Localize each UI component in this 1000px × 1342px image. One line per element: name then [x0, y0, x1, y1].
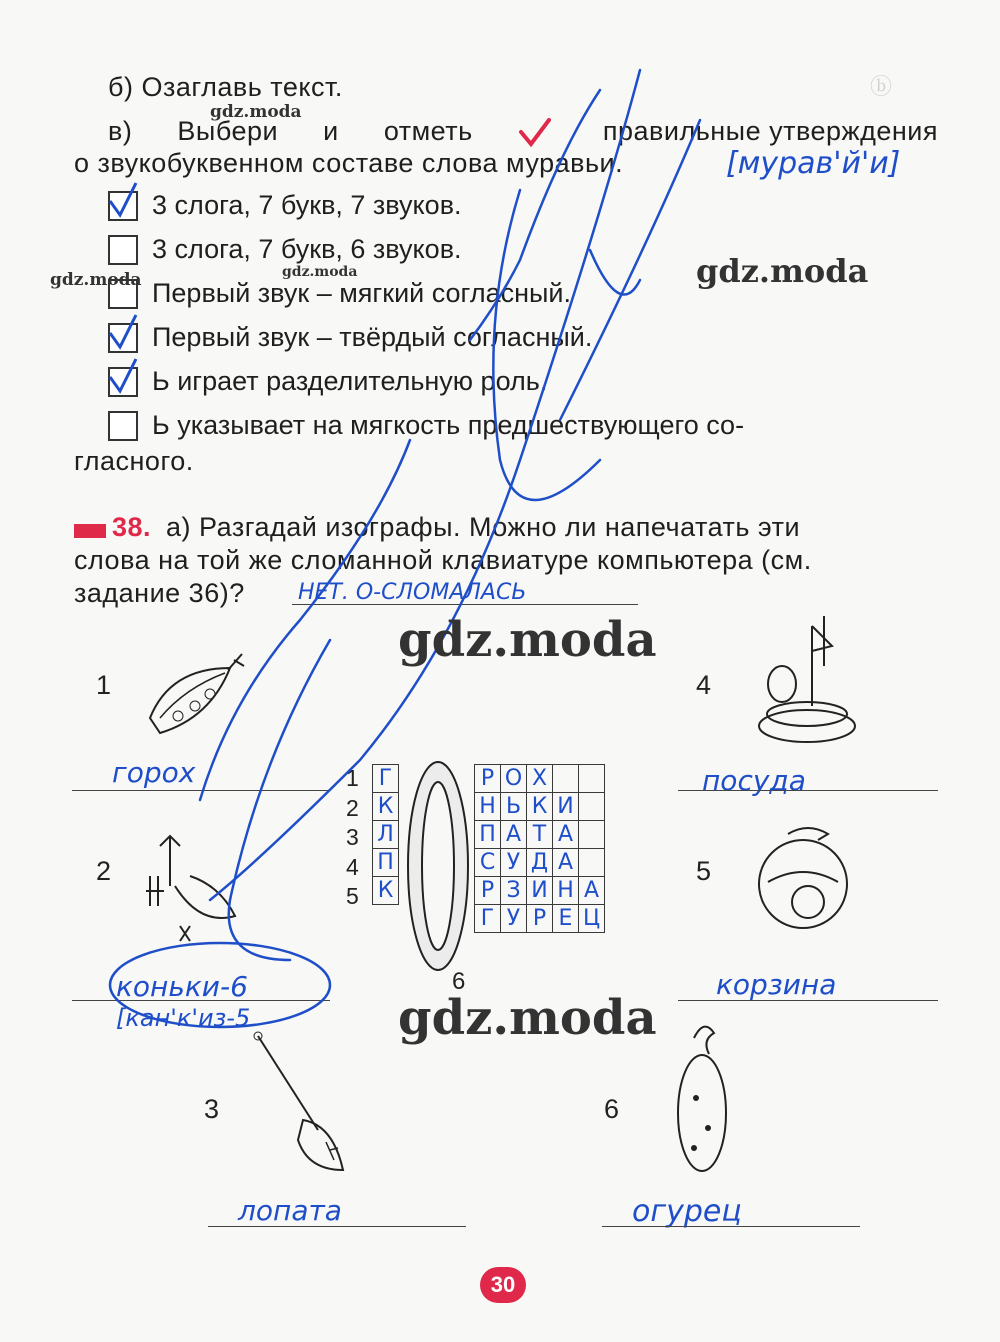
- grid-cell: Е: [553, 905, 579, 933]
- word-correct-statements: правильные утверждения: [602, 116, 938, 146]
- task38-line2: слова на той же сломанной клавиатуре компьютера (см.: [74, 545, 812, 575]
- option-text: 3 слога, 7 букв, 7 звуков.: [152, 190, 462, 220]
- picture-number-6: 6: [604, 1094, 620, 1124]
- grid-cell: З: [501, 877, 527, 905]
- grid-cell: Г: [475, 905, 501, 933]
- pea-pod-icon: [140, 648, 250, 748]
- grid-cell: [579, 793, 605, 821]
- picture-number-4: 4: [696, 670, 712, 700]
- grid-cell: [579, 849, 605, 877]
- grid-cell: П: [373, 849, 399, 877]
- answer-1: горох: [112, 756, 196, 789]
- option-text: Первый звук – мягкий согласный.: [152, 278, 571, 308]
- row-number: 4: [346, 853, 359, 880]
- answer-line-3: [208, 1226, 466, 1227]
- option-text: Ь играет разделительную роль.: [152, 366, 548, 396]
- answer-line-6: [602, 1226, 860, 1227]
- grid-row-numbers: [346, 764, 359, 912]
- grid-cell: Р: [475, 765, 501, 793]
- grid-cell: А: [501, 821, 527, 849]
- grid-cell: К: [373, 793, 399, 821]
- checkbox-checked[interactable]: [108, 191, 138, 221]
- page-number: 30: [480, 1267, 526, 1303]
- task-marker: [74, 524, 106, 538]
- grid-cell: Л: [373, 821, 399, 849]
- picture-number-3: 3: [204, 1094, 220, 1124]
- row-number: 3: [346, 824, 359, 850]
- grid-cell: Т: [527, 821, 553, 849]
- option-text: 3 слога, 7 букв, 6 звуков.: [152, 234, 462, 264]
- row-number: 1: [346, 765, 359, 791]
- grid-cell: [553, 765, 579, 793]
- option-text: Первый звук – твёрдый согласный.: [152, 322, 593, 352]
- option-text: Ь указывает на мягкость предшествующего со-: [152, 410, 745, 440]
- answer-2: коньки-6: [116, 970, 248, 1003]
- watermark: gdz.moda: [50, 270, 142, 290]
- dishes-icon: [752, 606, 862, 756]
- option-6-continuation: гласного.: [74, 446, 194, 476]
- handwritten-answer: НЕТ. О-СЛОМАЛАСЬ: [298, 580, 527, 605]
- grid-cell: [579, 765, 605, 793]
- grid-cell: И: [553, 793, 579, 821]
- picture-number-1: 1: [96, 670, 112, 700]
- grid-cell: Д: [527, 849, 553, 877]
- watermark: gdz.moda: [210, 102, 302, 122]
- answer-line: [292, 604, 638, 605]
- task38-line1: а) Разгадай изографы. Можно ли напечатать эти: [166, 512, 801, 542]
- red-check-icon: [518, 116, 558, 147]
- option-5[interactable]: [108, 366, 547, 397]
- grid-cell: К: [373, 877, 399, 905]
- watermark: gdz.moda: [696, 252, 869, 290]
- task38-line3: задание 36)?: [74, 578, 245, 608]
- grid-extra-number: 6: [452, 968, 466, 995]
- option-2[interactable]: [108, 234, 462, 265]
- grid-cell: А: [553, 821, 579, 849]
- word-mark: отметь: [383, 116, 473, 146]
- option-4[interactable]: [108, 322, 592, 353]
- grid-cell: У: [501, 849, 527, 877]
- watermark: gdz.moda: [398, 612, 657, 668]
- task-number: 38.: [112, 512, 152, 542]
- grid-cell: Н: [475, 793, 501, 821]
- answer-4: посуда: [702, 764, 806, 797]
- word-v: в): [108, 116, 133, 146]
- option-1[interactable]: [108, 190, 462, 221]
- grid-cell: Х: [527, 765, 553, 793]
- grid-cell: А: [579, 877, 605, 905]
- grid-cell: Р: [475, 877, 501, 905]
- grid-cell: Н: [553, 877, 579, 905]
- option-6[interactable]: [108, 410, 938, 441]
- watermark: gdz.moda: [282, 264, 358, 280]
- answer-6: огурец: [632, 1194, 742, 1229]
- task-c-line2: о звукобуквенном составе слова муравьи.: [74, 148, 624, 178]
- basket-icon: [748, 822, 858, 942]
- picture-number-5: 5: [696, 856, 712, 886]
- grid-cell: Р: [527, 905, 553, 933]
- ghost-text: ⓑ: [870, 74, 893, 99]
- grid-cell: Ь: [501, 793, 527, 821]
- handwritten-transcription-2: [кан'к'из-5: [116, 1004, 251, 1032]
- word-and: и: [323, 116, 339, 146]
- answer-5: корзина: [716, 968, 837, 1001]
- checkbox[interactable]: [108, 235, 138, 265]
- grid-cell: [579, 821, 605, 849]
- answer-line-2: [72, 1000, 330, 1001]
- answer-3: лопата: [238, 1194, 342, 1227]
- grid-cell: И: [527, 877, 553, 905]
- handwritten-transcription: [мурав'й'и]: [726, 146, 901, 181]
- checkbox-checked[interactable]: [108, 323, 138, 353]
- grid-cell: К: [527, 793, 553, 821]
- skate-icon: [140, 826, 250, 946]
- checkbox[interactable]: [108, 411, 138, 441]
- answer-line-1: [72, 790, 330, 791]
- answer-line-4: [678, 790, 938, 791]
- letter-grid-right: [474, 764, 605, 933]
- watermark: gdz.moda: [398, 990, 657, 1046]
- grid-cell: С: [475, 849, 501, 877]
- checkbox-checked[interactable]: [108, 367, 138, 397]
- task-b-text: б) Озаглавь текст.: [108, 72, 343, 102]
- grid-cell: У: [501, 905, 527, 933]
- letter-grid-left: [372, 764, 399, 905]
- word-choose: Выбери: [177, 116, 279, 146]
- cucumber-icon: [664, 1018, 744, 1188]
- grid-cell: П: [475, 821, 501, 849]
- letter-o-dotted-icon: [404, 756, 472, 976]
- grid-cell: О: [501, 765, 527, 793]
- grid-cell: Ц: [579, 905, 605, 933]
- option-3[interactable]: [108, 278, 571, 309]
- shovel-icon: [248, 1030, 358, 1180]
- grid-cell: Г: [373, 765, 399, 793]
- picture-number-2: 2: [96, 856, 112, 886]
- row-number: 5: [346, 883, 359, 909]
- answer-line-5: [678, 1000, 938, 1001]
- row-number: 2: [346, 794, 359, 821]
- grid-cell: А: [553, 849, 579, 877]
